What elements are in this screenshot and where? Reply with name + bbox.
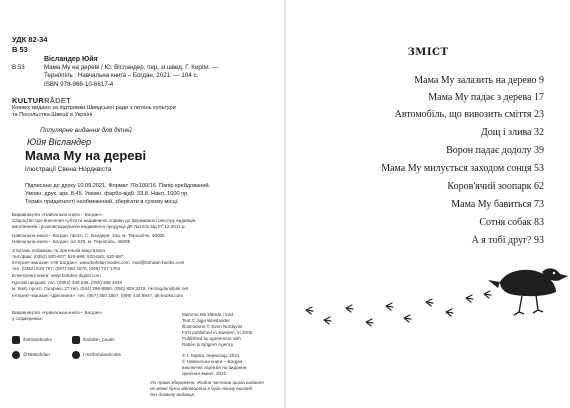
series-label: Популярне видання для дітей <box>40 127 132 134</box>
rights-line-1: Mamma Mu klättrar i träd <box>182 312 234 317</box>
publisher-info-1: Видавництво «Навчальна книга – Богдан» <box>12 212 103 217</box>
toc-entry[interactable]: Сотня собак 83 <box>479 217 544 228</box>
publisher-info-2: Свідоцтво про внесення суб'єкта видавничої справи до Державного реєстру видавців, <box>12 218 197 223</box>
rights-line-10: оригінал-макет, 2021 <box>182 371 227 376</box>
imprint-page <box>0 0 284 408</box>
publisher-info-5: Навчальна книга – Богдан, а/с 529, м. Тернопіль, 46008 <box>12 239 131 244</box>
book-author: Юйя Вісландер <box>27 137 92 147</box>
catalog-text-2: Тернопіль : Навчальна книга – Богдан, 2021. — 104 с. <box>44 72 199 79</box>
publisher-info-12: м. Київ, просп. Гагаріна, 27 тел. (044) 296-8956, (050) 808 3219, nk-bogdan@ukr.net <box>12 286 189 291</box>
rights-line-6: Rabén & Sjögren Agency. <box>182 342 235 347</box>
udk-code: УДК 82-34 <box>12 35 48 44</box>
kulturradet-logo: KULTURRÅDET <box>12 96 71 105</box>
contents-page <box>286 0 570 408</box>
facebook-icon <box>12 336 20 344</box>
rights-note-2: не може бути відтворена в будь-якому вигляді <box>150 386 253 391</box>
toc-entry[interactable]: Мама Му залазить на дерево 9 <box>414 75 544 86</box>
telegram-icon <box>72 351 80 359</box>
social-facebook[interactable]: /bohdanbooks <box>12 336 52 344</box>
toc-entry[interactable]: Ворон падає додолу 39 <box>446 145 544 156</box>
crow-icon <box>488 268 568 315</box>
publisher-info-4: Навчальна книга – Богдан, просп. С. Бандери, 34а, м. Тернопіль, 46008 <box>12 233 165 238</box>
toc-entry[interactable]: Коров'ячий зоопарк 62 <box>447 181 544 192</box>
toc-entry[interactable]: А я тобі друг? 93 <box>471 235 544 246</box>
publisher-info-9: тел. (0352) 519 797, (067) 350 1870, (066) 727 1762 <box>12 266 121 271</box>
publisher-info-3: виготівників і розповсюджувачів видавничої продукції ДК №4221 від 07.12.2011 р. <box>12 224 186 229</box>
social-instagram[interactable]: /bohdan_books <box>72 336 114 344</box>
rights-line-5: Published by agreement with <box>182 336 241 341</box>
toc-entry[interactable]: Мама Му милується заходом сонця 53 <box>381 163 544 174</box>
rights-line-8: © Навчальна книга – Богдан, <box>182 359 244 364</box>
toc-entry[interactable]: Мама Му падає з дерева 17 <box>428 92 544 103</box>
catalog-author: Вісландер Юйя <box>44 56 98 63</box>
support-line-2: та Посольства Швеції в Україні <box>12 112 93 118</box>
rights-line-9: виключна ліцензія на видання, <box>182 365 248 370</box>
bbk-code: В 53 <box>12 45 28 54</box>
publisher-info-6: З питань побажань та претензій звертатися: <box>12 248 107 253</box>
publisher-info-10: Електронні книги: www.bohdan-digital.com <box>12 273 101 278</box>
publisher-info-7: тел./факс (0352) 520-607; 520-686; 520-645; 520-687 <box>12 254 124 259</box>
rights-line-7: © Г. Кирпа, переклад, 2021 <box>182 353 240 358</box>
social-label-1: Видавництво «Навчальна книга – Богдан» <box>12 310 103 315</box>
toc-heading: ЗМІСТ <box>407 47 449 58</box>
toc-entry[interactable]: Дощ і злива 32 <box>480 127 544 138</box>
catalog-text-1: Мама Му на дереві / Ю. Вісландер, пер. зі швед. Г. Кирпи. — <box>44 64 219 71</box>
rights-line-3: Illustrations © Sven Nordqvist <box>182 324 243 329</box>
rights-note-1: Усі права збережено. Жодна частина цього видання <box>150 380 264 385</box>
twitter-icon <box>12 351 20 359</box>
isbn: ISBN 978-966-10-6617-4 <box>44 81 114 88</box>
toc-entry[interactable]: Автомобіль, що вивозить сміття 23 <box>394 109 544 120</box>
publisher-info-11: Гуртові продажі: тел. (0352) 435 046, (050) 338 4520 <box>12 280 123 285</box>
publisher-info-13: Інтернет-магазин «Дім книги»: тел. (067) 350 1867, (099) 434 9947, dk-books.com <box>12 293 184 298</box>
social-label-2: у соцмережах: <box>12 316 44 321</box>
instagram-icon <box>72 336 80 344</box>
catalog-index: В 53 <box>12 64 25 71</box>
print-info-1: Підписано до друку 10.09.2021. Формат 70х100/16. Папір крейдований. <box>25 183 211 189</box>
toc-entry[interactable]: Мама Му бавиться 73 <box>451 199 544 210</box>
social-twitter[interactable]: @NKBohdan <box>12 351 50 359</box>
rights-note-3: без дозволу видавця. <box>150 392 196 397</box>
social-telegram[interactable]: t.me/bohdanbooks <box>72 351 121 359</box>
illustrator: Ілюстрації Свена Нордквіста <box>25 166 112 173</box>
book-title: Мама Му на дереві <box>25 148 147 163</box>
crow-illustration <box>286 250 570 370</box>
rights-line-2: Text © Jujja Wieslander <box>182 318 231 323</box>
bird-footprints <box>306 291 491 326</box>
rights-line-4: First published in Sweden, in 2005. <box>182 330 254 335</box>
print-info-2: Умовн. друк. арк. 8,45. Умовн. фарбо-відб. 33,8. Накл. 1000 пр. <box>25 191 189 197</box>
support-line-1: Книжку видано за підтримки Шведської ради з питань культури <box>12 105 176 111</box>
publisher-info-8: Інтернет-магазин «НК Богдан»: www.bohdan-books.com, mail@bohdan-books.com <box>12 260 185 265</box>
print-info-3: Термін придатності необмежений, зберігати в сухому місці. <box>25 199 179 205</box>
